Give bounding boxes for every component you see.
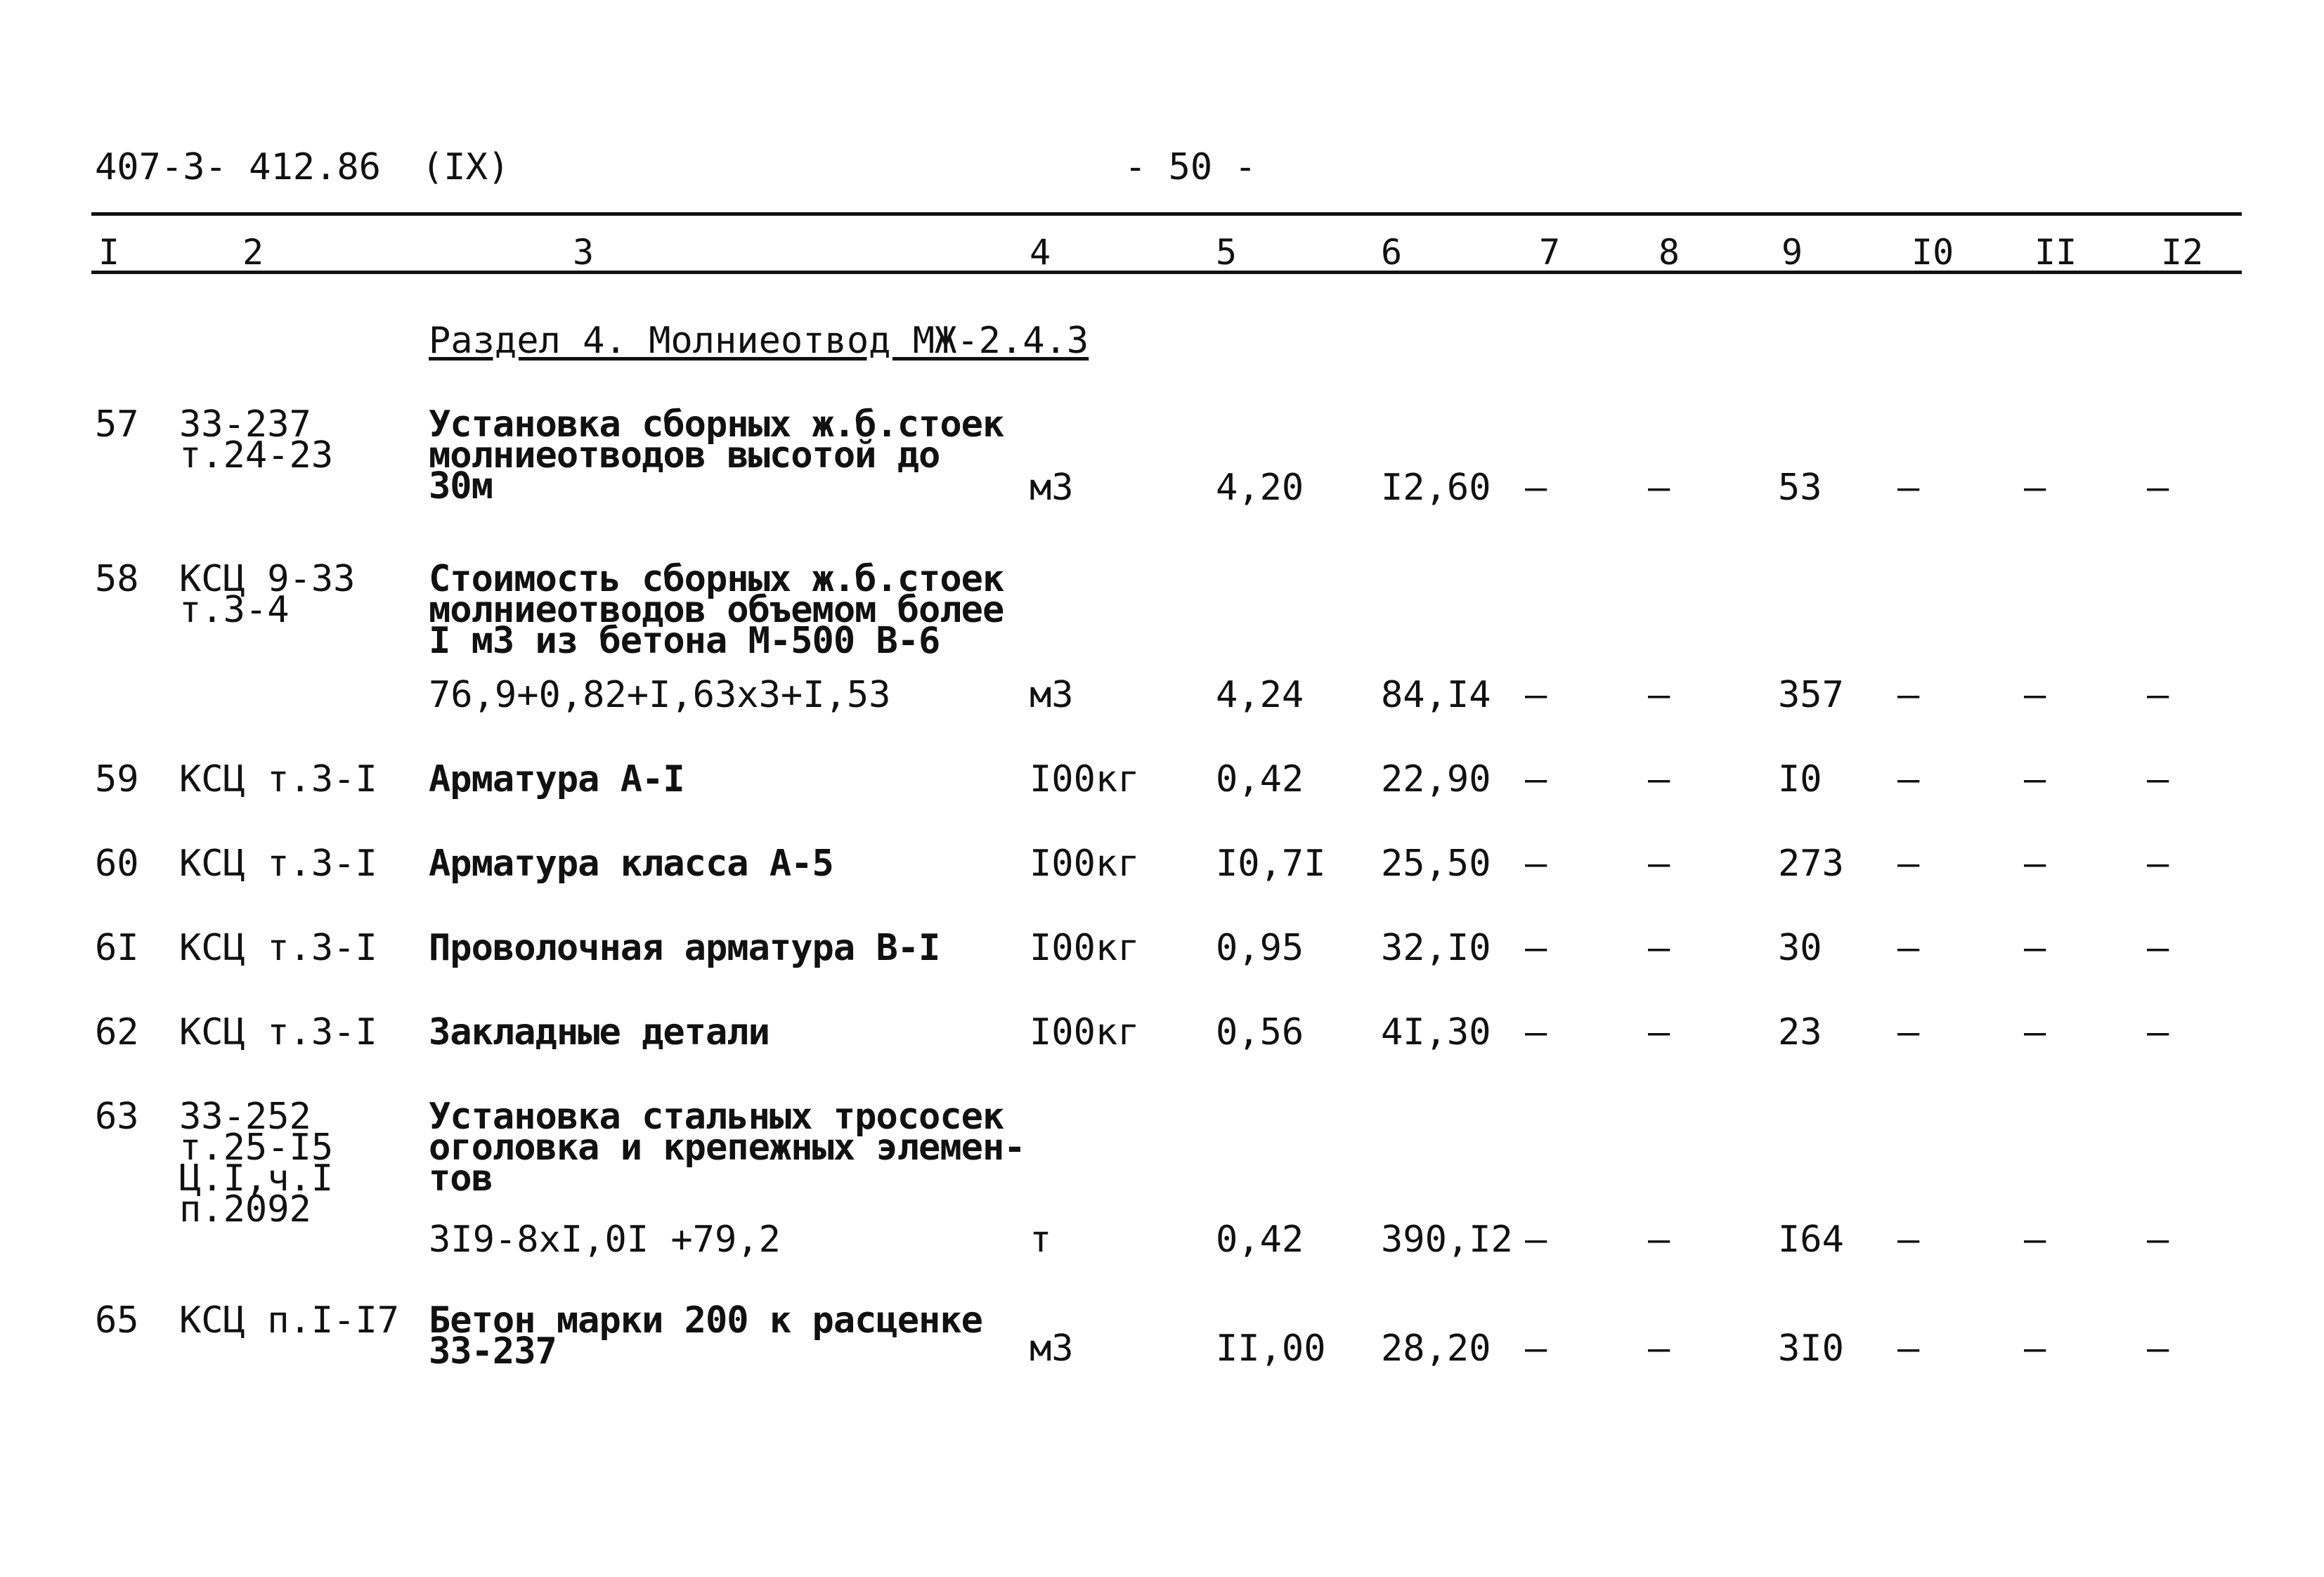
row-price: 28,20 [1381,1328,1491,1370]
row-description: Закладные детали [429,1011,770,1053]
row-code: т.24-23 [179,434,334,476]
column-number: 6 [1381,232,1403,273]
row-quantity: 0,42 [1216,758,1304,800]
row-col10: – [1897,758,1920,800]
row-col12: – [2147,1328,2169,1370]
row-col11: – [2024,843,2046,885]
row-col8: – [1648,1011,1670,1053]
row-code: КСЦ т.3-I [179,758,377,800]
row-price: 390,I2 [1381,1219,1513,1261]
row-description: I м3 из бетона М-500 В-6 [429,620,940,662]
row-code: КСЦ т.3-I [179,1011,377,1053]
document-code: 407-3- 412.86 [95,146,381,188]
row-col7: – [1525,927,1547,969]
row-number: 58 [95,558,139,600]
row-number: 63 [95,1096,139,1138]
column-number: 5 [1216,232,1238,273]
row-code: 33-252 [179,1096,311,1138]
row-price: 22,90 [1381,758,1491,800]
row-col12: – [2147,1011,2169,1053]
row-unit: I00кг [1030,758,1140,800]
header-top-rule [91,212,2242,216]
row-col9: 30 [1778,927,1822,969]
row-description: молниеотводов высотой до [429,434,940,476]
row-col12: – [2147,758,2169,800]
row-unit: м3 [1030,467,1074,509]
column-number: I0 [1911,232,1954,273]
row-col7: – [1525,1219,1547,1261]
row-col7: – [1525,843,1547,885]
row-col8: – [1648,758,1670,800]
row-description: тов [429,1157,493,1200]
row-col8: – [1648,843,1670,885]
row-code: 33-237 [179,403,311,446]
row-unit: I00кг [1030,927,1140,969]
column-number: 8 [1658,232,1680,273]
volume-label: (IX) [422,146,510,188]
row-col7: – [1525,674,1547,716]
row-col9: 3I0 [1778,1328,1844,1370]
row-col10: – [1897,927,1920,969]
row-description: молниеотводов объемом более [429,589,1004,631]
row-description: Проволочная арматура В-I [429,927,940,969]
row-number: 60 [95,843,139,885]
row-col7: – [1525,1011,1547,1053]
row-quantity: II,00 [1216,1328,1326,1370]
row-code: КСЦ т.3-I [179,927,377,969]
row-col8: – [1648,927,1670,969]
row-calculation: 76,9+0,82+I,63х3+I,53 [429,674,891,716]
row-col8: – [1648,467,1670,509]
row-price: 25,50 [1381,843,1491,885]
row-quantity: I0,7I [1216,843,1326,885]
column-number: II [2034,232,2077,273]
column-number: 9 [1781,232,1803,273]
row-col12: – [2147,843,2169,885]
row-col12: – [2147,1219,2169,1261]
row-col9: I0 [1778,758,1822,800]
row-code: Ц.I,ч.I [179,1157,334,1200]
row-col10: – [1897,1328,1920,1370]
column-number: 4 [1030,232,1051,273]
row-description: оголовка и крепежных элемен- [429,1127,1025,1169]
section-title: Раздел 4. Молниеотвод МЖ-2.4.3 [429,320,1089,362]
row-col11: – [2024,927,2046,969]
row-number: 6I [95,927,139,969]
row-col9: I64 [1778,1219,1844,1261]
row-description: Установка сборных ж.б.стоек [429,403,1004,446]
row-unit: м3 [1030,674,1074,716]
row-col8: – [1648,1219,1670,1261]
row-col8: – [1648,1328,1670,1370]
row-quantity: 4,20 [1216,467,1304,509]
row-price: 32,I0 [1381,927,1491,969]
row-code: КСЦ т.3-I [179,843,377,885]
row-col12: – [2147,467,2169,509]
row-col10: – [1897,843,1920,885]
row-quantity: 4,24 [1216,674,1304,716]
row-price: 4I,30 [1381,1011,1491,1053]
row-unit: I00кг [1030,1011,1140,1053]
row-price: I2,60 [1381,467,1491,509]
row-col11: – [2024,758,2046,800]
row-col10: – [1897,674,1920,716]
row-description: Установка стальных трососек [429,1096,1004,1138]
row-calculation: 3I9-8хI,0I +79,2 [429,1219,781,1261]
row-code: т.3-4 [179,589,290,631]
row-description: Арматура класса А-5 [429,843,833,885]
row-number: 59 [95,758,139,800]
row-code: п.2092 [179,1188,311,1231]
column-number: I2 [2161,232,2204,273]
row-price: 84,I4 [1381,674,1491,716]
row-code: КСЦ 9-33 [179,558,356,600]
row-quantity: 0,95 [1216,927,1304,969]
row-col9: 357 [1778,674,1844,716]
row-col9: 273 [1778,843,1844,885]
row-code: т.25-I5 [179,1127,334,1169]
row-col9: 23 [1778,1011,1822,1053]
row-col7: – [1525,758,1547,800]
row-col12: – [2147,674,2169,716]
row-col11: – [2024,1219,2046,1261]
row-col10: – [1897,467,1920,509]
row-col11: – [2024,1011,2046,1053]
row-description: Стоимость сборных ж.б.стоек [429,558,1004,600]
row-col11: – [2024,467,2046,509]
row-unit: т [1030,1219,1052,1261]
row-col11: – [2024,1328,2046,1370]
row-unit: I00кг [1030,843,1140,885]
row-code: КСЦ п.I-I7 [179,1299,400,1342]
column-number: I [98,232,120,273]
column-number: 3 [573,232,595,273]
row-description: Бетон марки 200 к расценке [429,1299,982,1342]
row-col9: 53 [1778,467,1822,509]
row-number: 57 [95,403,139,446]
row-description: 33-237 [429,1330,557,1372]
row-col10: – [1897,1219,1920,1261]
row-quantity: 0,42 [1216,1219,1304,1261]
row-quantity: 0,56 [1216,1011,1304,1053]
column-number: 2 [242,232,264,273]
page-number: - 50 - [1124,146,1257,188]
row-col7: – [1525,467,1547,509]
row-number: 65 [95,1299,139,1342]
row-col12: – [2147,927,2169,969]
row-col8: – [1648,674,1670,716]
row-description: 30м [429,465,493,507]
row-col7: – [1525,1328,1547,1370]
row-description: Арматура А-I [429,758,684,800]
row-unit: м3 [1030,1328,1074,1370]
row-col10: – [1897,1011,1920,1053]
row-number: 62 [95,1011,139,1053]
column-number: 7 [1539,232,1561,273]
row-col11: – [2024,674,2046,716]
